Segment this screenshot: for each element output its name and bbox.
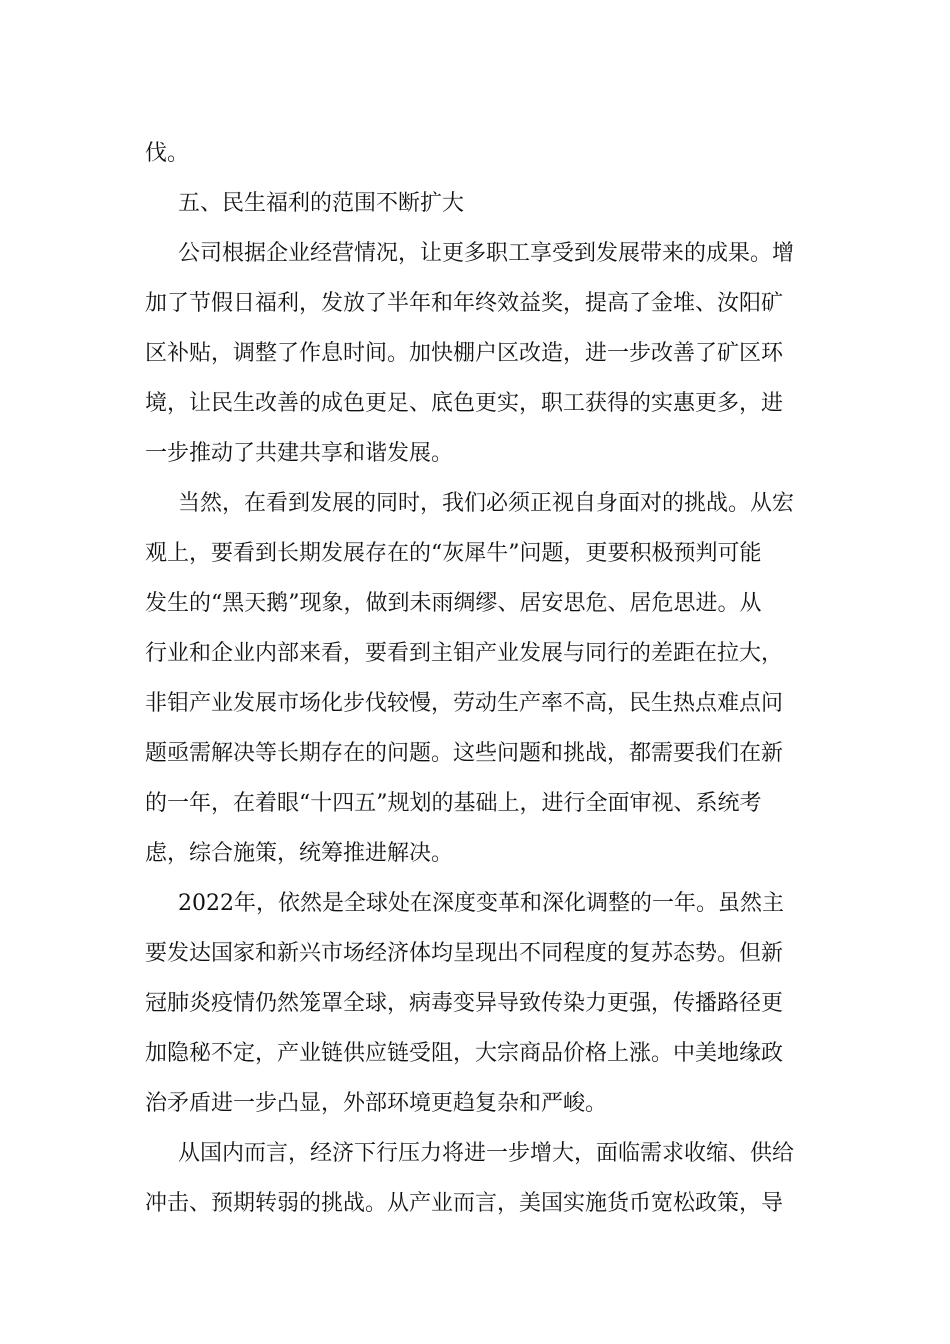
text-line: 发生的“黑天鹅”现象，做到未雨绸缪、居安思危、居危思进。从 [145,591,762,616]
text-line: 一步推动了共建共享和谐发展。 [145,441,454,466]
text-line: 的一年，在着眼“十四五”规划的基础上，进行全面审视、系统考 [145,791,762,816]
text-line: 虑，综合施策，统筹推进解决。 [145,841,454,866]
text-line: 区补贴，调整了作息时间。加快棚户区改造，进一步改善了矿区环 [145,341,784,366]
text-line: 2022年，依然是全球处在深度变革和深化调整的一年。虽然主 [178,891,784,916]
text-line: 境，让民生改善的成色更足、底色更实，职工获得的实惠更多，进 [145,391,784,416]
body-text [145,129,807,1229]
text-line: 非钼产业发展市场化步伐较慢，劳动生产率不高，民生热点难点问 [145,691,784,716]
text-line: 治矛盾进一步凸显，外部环境更趋复杂和严峻。 [145,1091,608,1116]
text-line: 从国内而言，经济下行压力将进一步增大，面临需求收缩、供给 [178,1141,795,1166]
section-heading: 五、民生福利的范围不断扩大 [178,191,465,216]
text-line: 当然，在看到发展的同时，我们必须正视自身面对的挑战。从宏 [178,491,795,516]
text-line: 加了节假日福利，发放了半年和年终效益奖，提高了金堆、汝阳矿 [145,291,784,316]
text-line: 观上，要看到长期发展存在的“灰犀牛”问题，更要积极预判可能 [145,541,762,566]
text-line: 要发达国家和新兴市场经济体均呈现出不同程度的复苏态势。但新 [145,941,784,966]
text-line: 行业和企业内部来看，要看到主钼产业发展与同行的差距在拉大， [145,641,784,666]
text-line: 题亟需解决等长期存在的问题。这些问题和挑战，都需要我们在新 [145,741,784,766]
text-line: 公司根据企业经营情况，让更多职工享受到发展带来的成果。增 [178,241,795,266]
text-line: 加隐秘不定，产业链供应链受阻，大宗商品价格上涨。中美地缘政 [145,1041,784,1066]
text-line: 冠肺炎疫情仍然笼罩全球，病毒变异导致传染力更强，传播路径更 [145,991,784,1016]
text-line: 伐。 [145,141,190,166]
text-line: 冲击、预期转弱的挑战。从产业而言，美国实施货币宽松政策，导 [145,1191,784,1216]
